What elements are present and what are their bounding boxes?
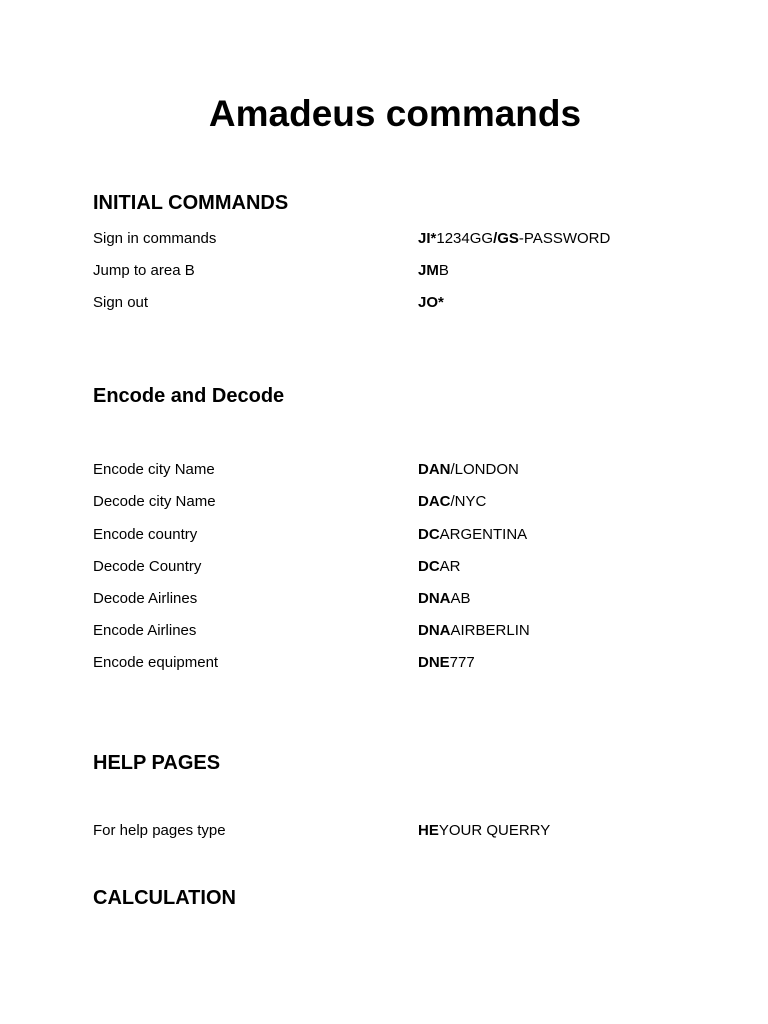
command-code: [418, 491, 486, 513]
command-code: [418, 588, 471, 610]
command-description: Jump to area B: [93, 262, 195, 279]
command-row: [0, 459, 768, 481]
command-argument: 1234GG: [436, 230, 494, 247]
command-code: [418, 556, 461, 578]
command-description: Encode equipment: [93, 654, 219, 671]
command-description: Encode Airlines: [93, 622, 197, 639]
command-argument: -PASSWORD: [518, 230, 611, 247]
command-row: [0, 620, 768, 642]
command-keyword: JO*: [418, 294, 444, 311]
command-code: [418, 820, 550, 842]
command-keyword: DC: [418, 526, 440, 543]
command-row: [0, 491, 768, 513]
command-keyword: JM: [418, 262, 439, 279]
command-argument: AB: [450, 590, 471, 607]
command-argument: /LONDON: [450, 461, 519, 478]
command-code: [418, 620, 530, 642]
command-description: Decode Airlines: [93, 590, 198, 607]
command-argument: ARGENTINA: [439, 526, 528, 543]
command-row: [0, 820, 768, 842]
command-code: [418, 260, 449, 282]
command-code: [418, 459, 519, 481]
command-keyword: DNE: [418, 654, 450, 671]
command-code: [418, 652, 475, 674]
command-description: Decode Country: [93, 558, 202, 575]
command-row: [0, 260, 768, 282]
command-description: For help pages type: [93, 822, 226, 839]
command-description: Sign in commands: [93, 230, 217, 247]
command-keyword: DNA: [418, 622, 451, 639]
command-argument: /NYC: [450, 493, 487, 510]
command-row: [0, 652, 768, 674]
command-keyword: DC: [418, 558, 440, 575]
command-argument: 777: [449, 654, 475, 671]
command-keyword: /GS: [493, 230, 519, 247]
command-code: [418, 228, 610, 250]
command-description: Encode city Name: [93, 461, 215, 478]
section-heading-help-pages: HELP PAGES: [93, 752, 221, 774]
section-heading-initial-commands: INITIAL COMMANDS: [93, 192, 289, 214]
command-keyword: JI*: [418, 230, 437, 247]
command-argument: AIRBERLIN: [450, 622, 530, 639]
command-keyword: HE: [418, 822, 439, 839]
command-row: [0, 228, 768, 250]
command-row: [0, 556, 768, 578]
command-keyword: DAN: [418, 461, 451, 478]
command-argument: AR: [439, 558, 461, 575]
command-keyword: DNA: [418, 590, 451, 607]
command-description: Encode country: [93, 526, 198, 543]
command-code: [418, 524, 527, 546]
command-keyword: DAC: [418, 493, 451, 510]
command-row: [0, 292, 768, 314]
page-title: Amadeus commands: [208, 93, 582, 134]
command-argument: B: [438, 262, 449, 279]
command-description: Sign out: [93, 294, 149, 311]
command-argument: YOUR QUERRY: [438, 822, 551, 839]
command-description: Decode city Name: [93, 493, 216, 510]
section-heading-calculation: CALCULATION: [93, 887, 236, 909]
command-row: [0, 524, 768, 546]
section-heading-encode-decode: Encode and Decode: [93, 385, 285, 407]
command-code: [418, 292, 444, 314]
command-row: [0, 588, 768, 610]
